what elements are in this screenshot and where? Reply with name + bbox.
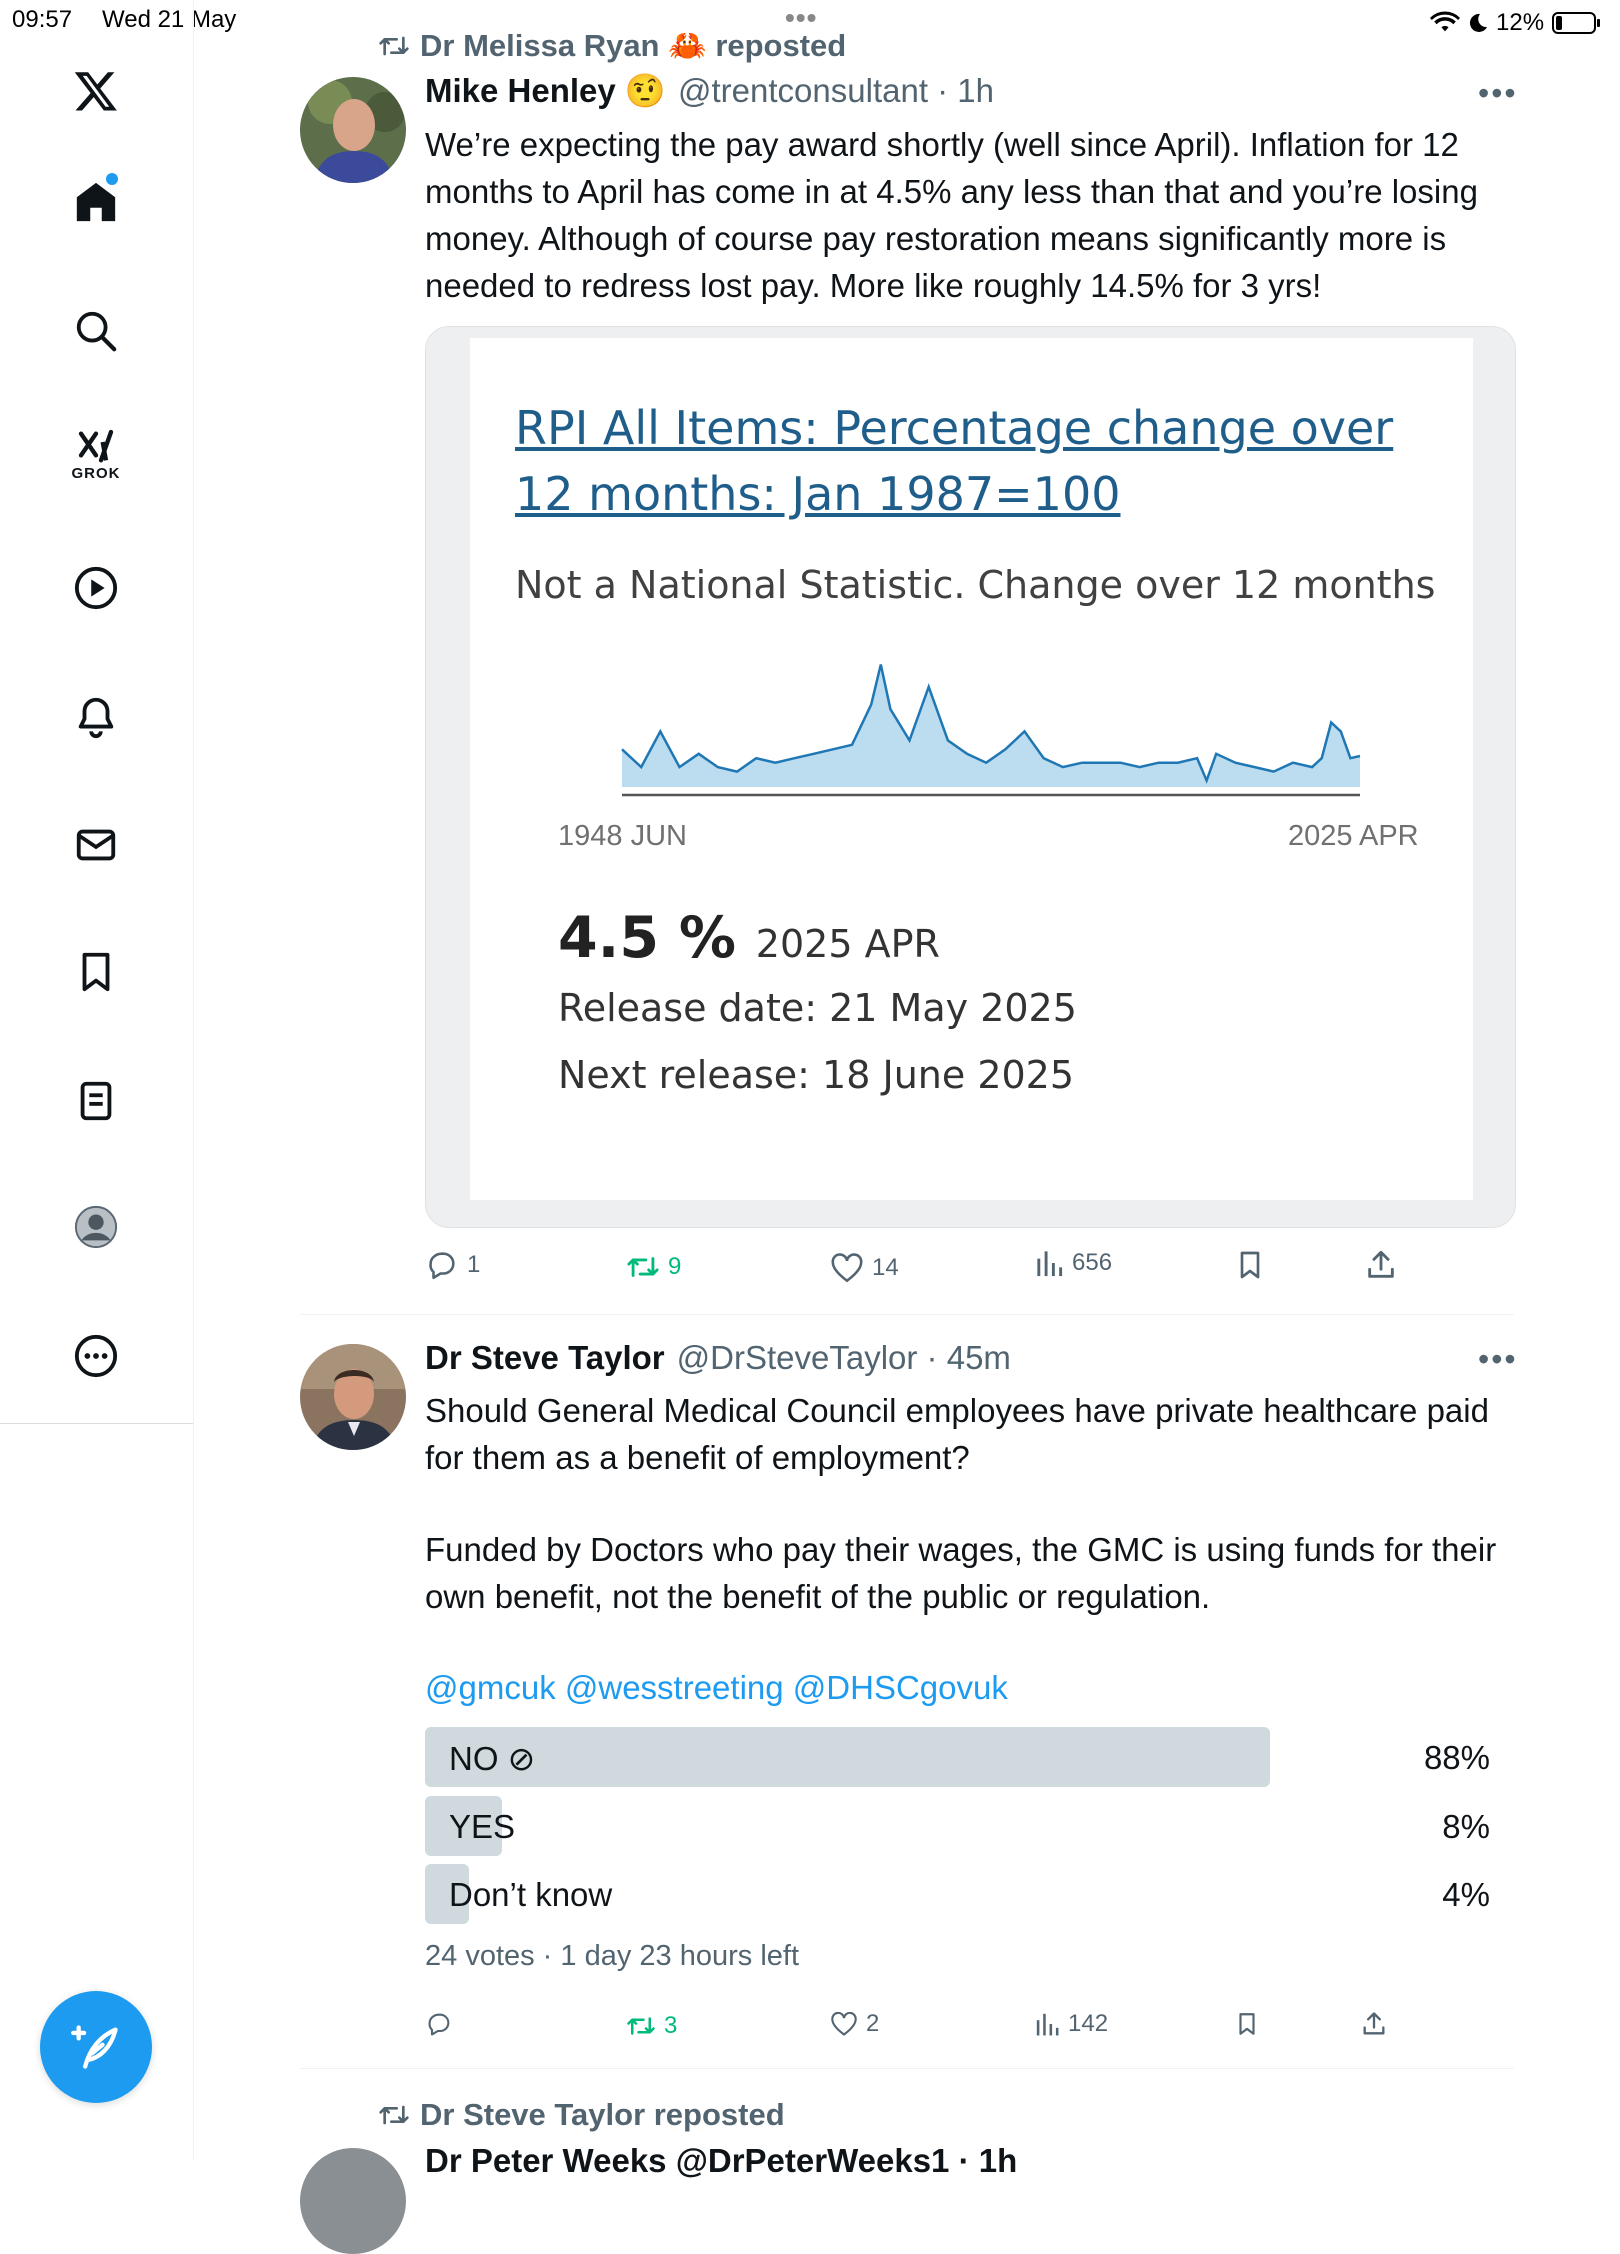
poll-option-label: NO ⊘ bbox=[449, 1740, 536, 1777]
repost-count: 9 bbox=[668, 1253, 682, 1280]
repost-icon bbox=[626, 1252, 660, 1282]
chart-end-label: 2025 APR bbox=[1288, 820, 1419, 852]
wifi-icon bbox=[1430, 11, 1460, 35]
rpi-area-chart bbox=[620, 650, 1364, 800]
post-more-button[interactable]: ••• bbox=[1478, 75, 1518, 111]
home-notification-dot bbox=[106, 173, 118, 185]
author-avatar[interactable] bbox=[300, 77, 406, 183]
author-name-partial[interactable]: Dr Peter Weeks @DrPeterWeeks1 · 1h bbox=[425, 2142, 1018, 2179]
bookmark-icon bbox=[1234, 2010, 1260, 2038]
poll-option-label: Don’t know bbox=[449, 1876, 613, 1913]
reply-icon bbox=[425, 1248, 459, 1282]
status-indicators bbox=[1430, 8, 1610, 38]
share-button[interactable] bbox=[1360, 2010, 1388, 2043]
poll-bar bbox=[425, 1727, 1270, 1787]
author-avatar[interactable] bbox=[300, 2148, 406, 2254]
bookmark-icon bbox=[1234, 1248, 1266, 1282]
repost-icon bbox=[378, 2101, 410, 2129]
reply-count: 1 bbox=[467, 1251, 481, 1278]
poll-option-label: YES bbox=[449, 1808, 516, 1845]
repost-button[interactable] bbox=[626, 2012, 677, 2040]
author-avatar[interactable] bbox=[300, 1344, 406, 1450]
post-more-button[interactable]: ••• bbox=[1478, 1341, 1518, 1377]
post-header bbox=[425, 72, 994, 111]
moon-icon bbox=[1468, 12, 1488, 34]
compose-post-button[interactable] bbox=[40, 1991, 152, 2103]
heart-icon bbox=[830, 1252, 864, 1284]
repost-by-text: Dr Steve Taylor reposted bbox=[420, 2097, 785, 2132]
multitask-dots[interactable]: ••• bbox=[785, 2, 818, 33]
views-count: 656 bbox=[1072, 1249, 1113, 1276]
share-icon bbox=[1360, 2010, 1388, 2038]
latest-value-row bbox=[558, 905, 940, 971]
chart-start-label: 1948 JUN bbox=[558, 820, 687, 852]
more-options-icon[interactable] bbox=[67, 1327, 125, 1385]
like-count: 14 bbox=[872, 1254, 899, 1281]
grok-icon[interactable] bbox=[67, 425, 125, 483]
status-date: Wed 21 May bbox=[102, 6, 237, 33]
views-chart-icon bbox=[1034, 1247, 1064, 1279]
repost-icon bbox=[378, 32, 410, 60]
heart-icon bbox=[830, 2011, 858, 2037]
bookmark-post-button[interactable] bbox=[1234, 2010, 1260, 2043]
latest-value: 4.5 % bbox=[558, 905, 736, 971]
author-name[interactable]: Mike Henley 🤨 bbox=[425, 72, 667, 109]
post-separator bbox=[300, 2068, 1514, 2069]
views-chart-icon bbox=[1034, 2010, 1060, 2038]
post-header bbox=[425, 1339, 1011, 1377]
poll-option-percent: 8% bbox=[1442, 1808, 1490, 1845]
repost-indicator[interactable] bbox=[378, 27, 846, 64]
repost-indicator[interactable] bbox=[378, 2097, 785, 2133]
reply-icon bbox=[425, 2010, 453, 2038]
poll-option-percent: 88% bbox=[1423, 1739, 1490, 1776]
repost-count: 3 bbox=[664, 2012, 678, 2039]
poll-option-percent: 4% bbox=[1442, 1876, 1490, 1913]
video-play-icon[interactable] bbox=[67, 559, 125, 617]
like-button[interactable] bbox=[830, 2010, 879, 2038]
author-handle-time[interactable]: @trentconsultant · 1h bbox=[678, 72, 995, 109]
reply-button[interactable] bbox=[425, 2010, 453, 2038]
bookmark-post-button[interactable] bbox=[1234, 1248, 1266, 1287]
next-release: Next release: 18 June 2025 bbox=[558, 1053, 1075, 1097]
share-button[interactable] bbox=[1364, 1248, 1398, 1287]
author-handle-time[interactable]: @DrSteveTaylor · 45m bbox=[676, 1339, 1011, 1376]
reply-button[interactable] bbox=[425, 1248, 480, 1282]
sidebar bbox=[0, 0, 194, 2160]
poll-meta: 24 votes · 1 day 23 hours left bbox=[425, 1940, 799, 1972]
grok-label: GROK bbox=[71, 464, 121, 482]
search-icon[interactable] bbox=[67, 302, 125, 360]
battery-percent: 12% bbox=[1496, 9, 1545, 36]
share-icon bbox=[1364, 1248, 1398, 1282]
latest-period: 2025 APR bbox=[755, 922, 940, 966]
post-separator bbox=[300, 1314, 1514, 1315]
card-title[interactable]: RPI All Items: Percentage change over 12 months: Jan 1987=100 bbox=[515, 401, 1394, 521]
bookmark-icon[interactable] bbox=[67, 943, 125, 1001]
chart-area-fill bbox=[622, 665, 1360, 788]
views-button[interactable] bbox=[1034, 1247, 1112, 1279]
profile-avatar-icon[interactable] bbox=[67, 1198, 125, 1256]
repost-by-text: Dr Melissa Ryan 🦀 reposted bbox=[420, 28, 847, 63]
post-text: We’re expecting the pay award shortly (well since April). Inflation for 12 months to April has come in at 4.5% any less than that and you’re losing money. Although of course pay restoration means significantly more is needed to redress lost pay. More like roughly 14.5% for 3 yrs! bbox=[425, 126, 1478, 304]
compose-feather-icon bbox=[70, 2021, 122, 2073]
lists-icon[interactable] bbox=[67, 1072, 125, 1130]
bell-icon[interactable] bbox=[67, 688, 125, 746]
battery-icon bbox=[1552, 11, 1602, 35]
repost-button[interactable] bbox=[626, 1252, 681, 1282]
author-name[interactable]: Dr Steve Taylor bbox=[425, 1339, 665, 1376]
release-date: Release date: 21 May 2025 bbox=[558, 986, 1077, 1030]
views-button[interactable] bbox=[1034, 2010, 1108, 2038]
like-count: 2 bbox=[866, 2010, 880, 2037]
post-mentions[interactable]: @gmcuk @wesstreeting @DHSCgovuk bbox=[425, 1669, 1008, 1706]
views-count: 142 bbox=[1068, 2010, 1109, 2037]
post-text-paragraph-2: Funded by Doctors who pay their wages, the GMC is using funds for their own benefit, not the benefit of the public or regulation. bbox=[425, 1531, 1497, 1615]
like-button[interactable] bbox=[830, 1252, 899, 1284]
status-time: 09:57 bbox=[12, 6, 73, 33]
mail-icon[interactable] bbox=[67, 816, 125, 874]
card-subtitle: Not a National Statistic. Change over 12 months bbox=[515, 563, 1436, 607]
post-text-paragraph-1: Should General Medical Council employees have private healthcare paid for them as a benefit of employment? bbox=[425, 1392, 1489, 1476]
repost-icon bbox=[626, 2013, 656, 2039]
sidebar-divider bbox=[0, 1423, 193, 1424]
x-logo-icon[interactable] bbox=[67, 62, 125, 120]
